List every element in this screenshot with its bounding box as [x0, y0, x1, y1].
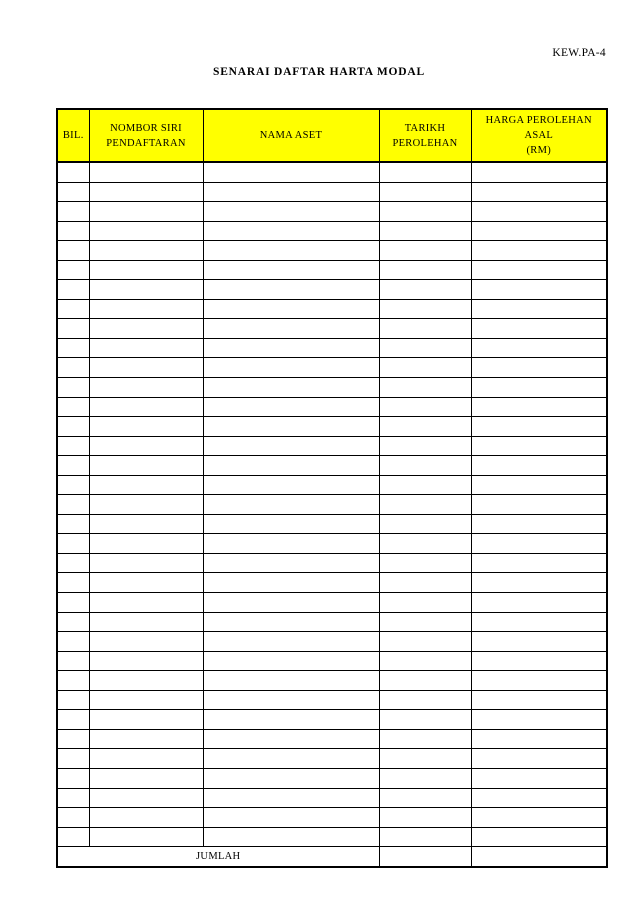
- cell-nama-aset[interactable]: [203, 827, 379, 847]
- cell-bil[interactable]: [57, 221, 89, 241]
- table-row: [57, 690, 607, 710]
- cell-tarikh-perolehan[interactable]: [379, 768, 471, 788]
- cell-nama-aset[interactable]: [203, 456, 379, 476]
- cell-harga-perolehan[interactable]: [471, 436, 607, 456]
- cell-nombor-siri[interactable]: [89, 397, 203, 417]
- cell-tarikh-perolehan[interactable]: [379, 456, 471, 476]
- cell-nama-aset[interactable]: [203, 417, 379, 437]
- cell-tarikh-perolehan[interactable]: [379, 182, 471, 202]
- table-row: [57, 221, 607, 241]
- header-tarikh-line-2: PEROLEHAN: [392, 137, 458, 149]
- cell-tarikh-perolehan[interactable]: [379, 475, 471, 495]
- table-header-row: [57, 109, 607, 162]
- cell-bil[interactable]: [57, 808, 89, 828]
- cell-harga-perolehan[interactable]: [471, 475, 607, 495]
- cell-nombor-siri[interactable]: [89, 456, 203, 476]
- header-harga-line-3: (RM): [526, 145, 552, 156]
- cell-bil[interactable]: [57, 338, 89, 358]
- cell-nombor-siri[interactable]: [89, 221, 203, 241]
- cell-nombor-siri[interactable]: [89, 260, 203, 280]
- cell-bil[interactable]: [57, 573, 89, 593]
- table-row: [57, 710, 607, 730]
- cell-nama-aset[interactable]: [203, 710, 379, 730]
- cell-nama-aset[interactable]: [203, 612, 379, 632]
- asset-register-table: [56, 108, 608, 868]
- cell-tarikh-perolehan[interactable]: [379, 495, 471, 515]
- cell-nama-aset[interactable]: [203, 202, 379, 222]
- cell-bil[interactable]: [57, 671, 89, 691]
- cell-bil[interactable]: [57, 280, 89, 300]
- table-row: [57, 768, 607, 788]
- cell-nama-aset[interactable]: [203, 495, 379, 515]
- table-row: [57, 260, 607, 280]
- header-nombor-siri-line-2: PENDAFTARAN: [106, 137, 186, 149]
- cell-nama-aset[interactable]: [203, 280, 379, 300]
- cell-tarikh-perolehan[interactable]: [379, 593, 471, 613]
- cell-tarikh-perolehan[interactable]: [379, 729, 471, 749]
- cell-nama-aset[interactable]: [203, 573, 379, 593]
- table-row: [57, 612, 607, 632]
- cell-nama-aset[interactable]: [203, 319, 379, 339]
- cell-tarikh-perolehan[interactable]: [379, 788, 471, 808]
- cell-bil[interactable]: [57, 260, 89, 280]
- cell-nombor-siri[interactable]: [89, 573, 203, 593]
- header-tarikh-line-1: TARIKH: [404, 122, 446, 134]
- header-harga-perolehan-asal: [471, 109, 607, 162]
- cell-harga-perolehan[interactable]: [471, 514, 607, 534]
- cell-bil[interactable]: [57, 632, 89, 652]
- cell-tarikh-perolehan[interactable]: [379, 221, 471, 241]
- cell-nombor-siri[interactable]: [89, 788, 203, 808]
- table-body: [57, 162, 607, 847]
- cell-harga-perolehan[interactable]: [471, 729, 607, 749]
- cell-bil[interactable]: [57, 182, 89, 202]
- cell-bil[interactable]: [57, 378, 89, 398]
- cell-bil[interactable]: [57, 553, 89, 573]
- cell-nombor-siri[interactable]: [89, 553, 203, 573]
- cell-nombor-siri[interactable]: [89, 182, 203, 202]
- cell-tarikh-perolehan[interactable]: [379, 553, 471, 573]
- cell-nama-aset[interactable]: [203, 632, 379, 652]
- cell-nama-aset[interactable]: [203, 671, 379, 691]
- cell-tarikh-perolehan[interactable]: [379, 162, 471, 182]
- table-row: [57, 632, 607, 652]
- cell-nama-aset[interactable]: [203, 338, 379, 358]
- table-row: [57, 436, 607, 456]
- cell-tarikh-perolehan[interactable]: [379, 690, 471, 710]
- cell-tarikh-perolehan[interactable]: [379, 514, 471, 534]
- cell-tarikh-perolehan[interactable]: [379, 338, 471, 358]
- cell-bil[interactable]: [57, 456, 89, 476]
- cell-nama-aset[interactable]: [203, 651, 379, 671]
- cell-harga-perolehan[interactable]: [471, 221, 607, 241]
- cell-nombor-siri[interactable]: [89, 632, 203, 652]
- cell-harga-perolehan[interactable]: [471, 495, 607, 515]
- cell-nama-aset[interactable]: [203, 553, 379, 573]
- cell-nombor-siri[interactable]: [89, 690, 203, 710]
- cell-harga-perolehan[interactable]: [471, 553, 607, 573]
- cell-bil[interactable]: [57, 436, 89, 456]
- cell-harga-perolehan[interactable]: [471, 358, 607, 378]
- cell-nombor-siri[interactable]: [89, 593, 203, 613]
- cell-harga-perolehan[interactable]: [471, 260, 607, 280]
- cell-nama-aset[interactable]: [203, 436, 379, 456]
- total-harga-cell[interactable]: [471, 847, 607, 867]
- cell-tarikh-perolehan[interactable]: [379, 436, 471, 456]
- cell-bil[interactable]: [57, 397, 89, 417]
- table-row: [57, 593, 607, 613]
- header-nama-aset: NAMA ASET: [203, 109, 379, 162]
- cell-tarikh-perolehan[interactable]: [379, 749, 471, 769]
- cell-tarikh-perolehan[interactable]: [379, 671, 471, 691]
- cell-nombor-siri[interactable]: [89, 749, 203, 769]
- table-row: [57, 397, 607, 417]
- table-row: [57, 671, 607, 691]
- header-harga-line-2: ASAL: [524, 130, 554, 141]
- total-tarikh-cell[interactable]: [379, 847, 471, 867]
- cell-harga-perolehan[interactable]: [471, 808, 607, 828]
- cell-nombor-siri[interactable]: [89, 514, 203, 534]
- cell-tarikh-perolehan[interactable]: [379, 651, 471, 671]
- cell-nombor-siri[interactable]: [89, 162, 203, 182]
- cell-bil[interactable]: [57, 162, 89, 182]
- cell-tarikh-perolehan[interactable]: [379, 299, 471, 319]
- cell-tarikh-perolehan[interactable]: [379, 808, 471, 828]
- cell-harga-perolehan[interactable]: [471, 710, 607, 730]
- header-harga-line-1: HARGA PEROLEHAN: [485, 115, 592, 126]
- cell-nombor-siri[interactable]: [89, 671, 203, 691]
- cell-harga-perolehan[interactable]: [471, 690, 607, 710]
- cell-tarikh-perolehan[interactable]: [379, 358, 471, 378]
- cell-nama-aset[interactable]: [203, 221, 379, 241]
- table-row: [57, 319, 607, 339]
- cell-harga-perolehan[interactable]: [471, 671, 607, 691]
- cell-nombor-siri[interactable]: [89, 299, 203, 319]
- cell-nama-aset[interactable]: [203, 378, 379, 398]
- cell-nama-aset[interactable]: [203, 690, 379, 710]
- cell-tarikh-perolehan[interactable]: [379, 573, 471, 593]
- table-row: [57, 299, 607, 319]
- table-row: [57, 827, 607, 847]
- cell-bil[interactable]: [57, 534, 89, 554]
- cell-harga-perolehan[interactable]: [471, 417, 607, 437]
- cell-harga-perolehan[interactable]: [471, 397, 607, 417]
- cell-nama-aset[interactable]: [203, 788, 379, 808]
- table-row: [57, 182, 607, 202]
- cell-harga-perolehan[interactable]: [471, 319, 607, 339]
- cell-nama-aset[interactable]: [203, 475, 379, 495]
- cell-nama-aset[interactable]: [203, 241, 379, 261]
- cell-harga-perolehan[interactable]: [471, 338, 607, 358]
- form-code: KEW.PA-4: [552, 47, 606, 59]
- cell-nombor-siri[interactable]: [89, 827, 203, 847]
- cell-nombor-siri[interactable]: [89, 475, 203, 495]
- table-row: [57, 651, 607, 671]
- cell-nombor-siri[interactable]: [89, 710, 203, 730]
- cell-nombor-siri[interactable]: [89, 338, 203, 358]
- cell-harga-perolehan[interactable]: [471, 182, 607, 202]
- document-title: SENARAI DAFTAR HARTA MODAL: [213, 66, 425, 78]
- header-nombor-siri-pendaftaran: [89, 109, 203, 162]
- header-bil: BIL.: [57, 109, 89, 162]
- cell-tarikh-perolehan[interactable]: [379, 260, 471, 280]
- cell-nombor-siri[interactable]: [89, 808, 203, 828]
- header-tarikh-perolehan: [379, 109, 471, 162]
- cell-nombor-siri[interactable]: [89, 319, 203, 339]
- table-row: [57, 553, 607, 573]
- cell-bil[interactable]: [57, 651, 89, 671]
- cell-tarikh-perolehan[interactable]: [379, 378, 471, 398]
- cell-bil[interactable]: [57, 241, 89, 261]
- cell-nama-aset[interactable]: [203, 534, 379, 554]
- cell-nama-aset[interactable]: [203, 358, 379, 378]
- cell-tarikh-perolehan[interactable]: [379, 417, 471, 437]
- total-row: [57, 847, 607, 867]
- cell-nama-aset[interactable]: [203, 768, 379, 788]
- cell-bil[interactable]: [57, 319, 89, 339]
- cell-tarikh-perolehan[interactable]: [379, 827, 471, 847]
- cell-harga-perolehan[interactable]: [471, 573, 607, 593]
- table-row: [57, 495, 607, 515]
- cell-nombor-siri[interactable]: [89, 280, 203, 300]
- cell-tarikh-perolehan[interactable]: [379, 241, 471, 261]
- cell-nama-aset[interactable]: [203, 593, 379, 613]
- table-row: [57, 241, 607, 261]
- cell-harga-perolehan[interactable]: [471, 534, 607, 554]
- cell-nombor-siri[interactable]: [89, 417, 203, 437]
- cell-harga-perolehan[interactable]: [471, 788, 607, 808]
- cell-tarikh-perolehan[interactable]: [379, 202, 471, 222]
- table-row: [57, 573, 607, 593]
- cell-nama-aset[interactable]: [203, 729, 379, 749]
- cell-bil[interactable]: [57, 417, 89, 437]
- cell-nombor-siri[interactable]: [89, 495, 203, 515]
- cell-harga-perolehan[interactable]: [471, 241, 607, 261]
- cell-tarikh-perolehan[interactable]: [379, 280, 471, 300]
- cell-nombor-siri[interactable]: [89, 202, 203, 222]
- table-row: [57, 456, 607, 476]
- cell-nombor-siri[interactable]: [89, 378, 203, 398]
- cell-tarikh-perolehan[interactable]: [379, 612, 471, 632]
- cell-nama-aset[interactable]: [203, 808, 379, 828]
- cell-tarikh-perolehan[interactable]: [379, 710, 471, 730]
- cell-nombor-siri[interactable]: [89, 612, 203, 632]
- cell-nombor-siri[interactable]: [89, 534, 203, 554]
- cell-nombor-siri[interactable]: [89, 651, 203, 671]
- cell-bil[interactable]: [57, 593, 89, 613]
- table-row: [57, 475, 607, 495]
- cell-nombor-siri[interactable]: [89, 768, 203, 788]
- cell-harga-perolehan[interactable]: [471, 378, 607, 398]
- table-row: [57, 162, 607, 182]
- total-label: JUMLAH: [57, 847, 379, 867]
- table-row: [57, 514, 607, 534]
- cell-nama-aset[interactable]: [203, 260, 379, 280]
- cell-nama-aset[interactable]: [203, 299, 379, 319]
- cell-bil[interactable]: [57, 358, 89, 378]
- cell-nama-aset[interactable]: [203, 397, 379, 417]
- table-row: [57, 729, 607, 749]
- cell-bil[interactable]: [57, 690, 89, 710]
- cell-bil[interactable]: [57, 768, 89, 788]
- cell-bil[interactable]: [57, 299, 89, 319]
- cell-harga-perolehan[interactable]: [471, 827, 607, 847]
- cell-harga-perolehan[interactable]: [471, 632, 607, 652]
- cell-nombor-siri[interactable]: [89, 241, 203, 261]
- cell-nombor-siri[interactable]: [89, 729, 203, 749]
- cell-harga-perolehan[interactable]: [471, 749, 607, 769]
- cell-nombor-siri[interactable]: [89, 436, 203, 456]
- cell-harga-perolehan[interactable]: [471, 299, 607, 319]
- cell-harga-perolehan[interactable]: [471, 162, 607, 182]
- cell-tarikh-perolehan[interactable]: [379, 397, 471, 417]
- cell-bil[interactable]: [57, 749, 89, 769]
- table-row: [57, 378, 607, 398]
- table-row: [57, 202, 607, 222]
- table-row: [57, 749, 607, 769]
- cell-harga-perolehan[interactable]: [471, 280, 607, 300]
- cell-tarikh-perolehan[interactable]: [379, 632, 471, 652]
- header-nombor-siri-line-1: NOMBOR SIRI: [110, 122, 182, 134]
- table-row: [57, 358, 607, 378]
- table-row: [57, 338, 607, 358]
- cell-harga-perolehan[interactable]: [471, 768, 607, 788]
- cell-bil[interactable]: [57, 729, 89, 749]
- cell-harga-perolehan[interactable]: [471, 593, 607, 613]
- table-row: [57, 788, 607, 808]
- cell-bil[interactable]: [57, 710, 89, 730]
- cell-bil[interactable]: [57, 788, 89, 808]
- cell-nama-aset[interactable]: [203, 182, 379, 202]
- cell-bil[interactable]: [57, 495, 89, 515]
- cell-tarikh-perolehan[interactable]: [379, 534, 471, 554]
- cell-nama-aset[interactable]: [203, 514, 379, 534]
- table-row: [57, 534, 607, 554]
- table-row: [57, 280, 607, 300]
- cell-bil[interactable]: [57, 612, 89, 632]
- table-row: [57, 417, 607, 437]
- cell-nombor-siri[interactable]: [89, 358, 203, 378]
- cell-nama-aset[interactable]: [203, 749, 379, 769]
- cell-tarikh-perolehan[interactable]: [379, 319, 471, 339]
- cell-harga-perolehan[interactable]: [471, 202, 607, 222]
- cell-bil[interactable]: [57, 514, 89, 534]
- cell-bil[interactable]: [57, 475, 89, 495]
- cell-bil[interactable]: [57, 827, 89, 847]
- cell-harga-perolehan[interactable]: [471, 456, 607, 476]
- table-row: [57, 808, 607, 828]
- cell-harga-perolehan[interactable]: [471, 651, 607, 671]
- cell-bil[interactable]: [57, 202, 89, 222]
- cell-nama-aset[interactable]: [203, 162, 379, 182]
- cell-harga-perolehan[interactable]: [471, 612, 607, 632]
